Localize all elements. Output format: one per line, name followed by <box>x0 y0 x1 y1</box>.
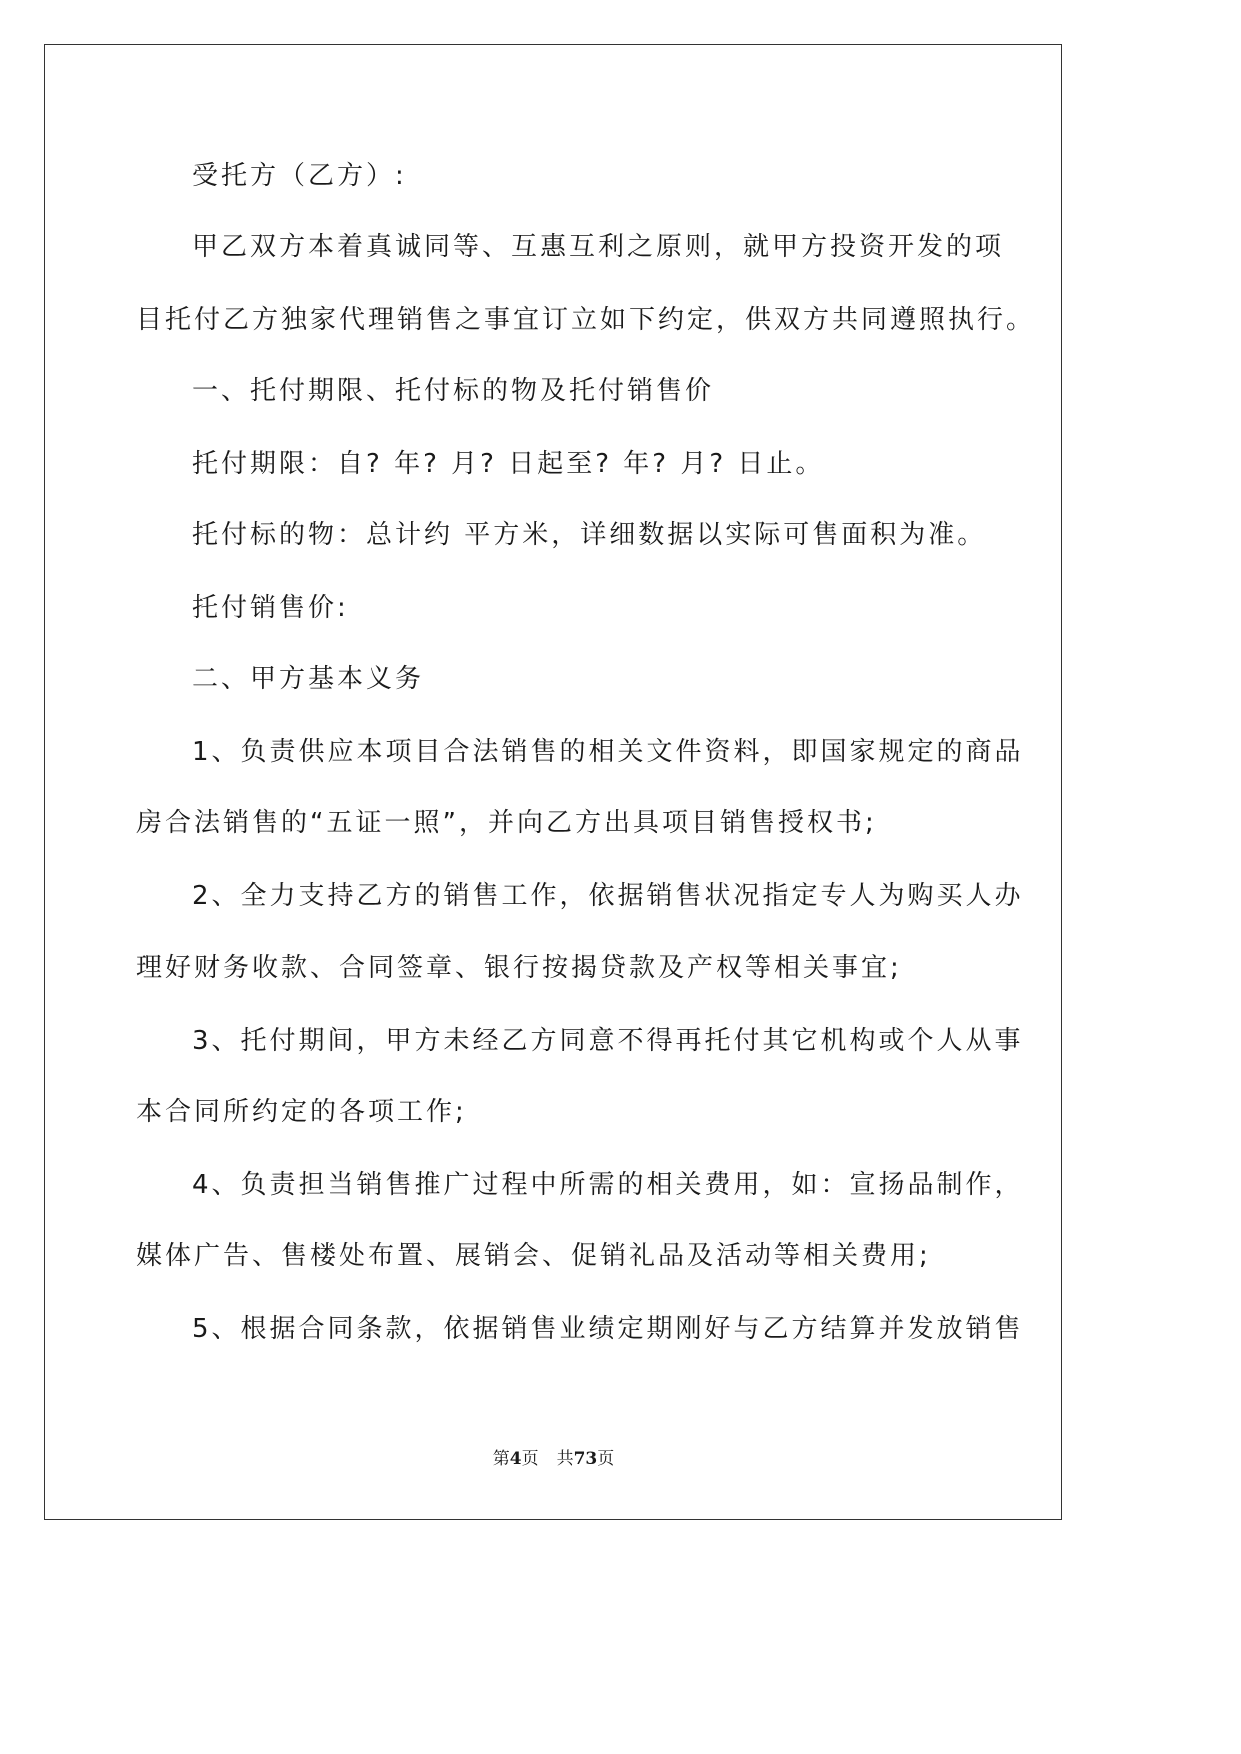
total-pages: 73 <box>573 1449 598 1469</box>
clause-1-line-1: 1、负责供应本项目合法销售的相关文件资料，即国家规定的商品 <box>192 737 1024 767</box>
term-period: 托付期限：自? 年? 月? 日起至? 年? 月? 日止。 <box>192 449 825 479</box>
preamble-line-2: 目托付乙方独家代理销售之事宜订立如下约定，供双方共同遵照执行。 <box>136 305 1036 335</box>
clause-4-line-2: 媒体广告、售楼处布置、展销会、促销礼品及活动等相关费用; <box>136 1241 931 1271</box>
preamble-line-1: 甲乙双方本着真诚同等、互惠互利之原则，就甲方投资开发的项 <box>192 232 1005 262</box>
clause-3-line-2: 本合同所约定的各项工作; <box>136 1097 467 1127</box>
clause-4-line-1: 4、负责担当销售推广过程中所需的相关费用，如：宣扬品制作， <box>192 1170 1024 1200</box>
page-prefix: 第 <box>492 1449 510 1469</box>
clause-3-line-1: 3、托付期间，甲方未经乙方同意不得再托付其它机构或个人从事 <box>192 1026 1024 1056</box>
page-footer <box>0 1448 1107 1470</box>
page-suffix: 页 <box>521 1449 539 1469</box>
page-number: 4 <box>509 1449 522 1469</box>
total-suffix: 页 <box>597 1449 615 1469</box>
clause-2-line-1: 2、全力支持乙方的销售工作，依据销售状况指定专人为购买人办 <box>192 881 1024 911</box>
page-border <box>44 44 1062 1520</box>
party-b-label: 受托方（乙方）: <box>192 161 407 191</box>
total-prefix: 共 <box>556 1449 574 1469</box>
sale-price: 托付销售价: <box>192 593 349 623</box>
clause-5-line-1: 5、根据合同条款，依据销售业绩定期刚好与乙方结算并发放销售 <box>192 1314 1024 1344</box>
clause-1-line-2: 房合法销售的“五证一照”，并向乙方出具项目销售授权书; <box>136 808 877 838</box>
clause-2-line-2: 理好财务收款、合同签章、银行按揭贷款及产权等相关事宜; <box>136 953 902 983</box>
subject-matter: 托付标的物：总计约 平方米，详细数据以实际可售面积为准。 <box>192 520 987 550</box>
section-heading-2: 二、甲方基本义务 <box>192 664 425 694</box>
section-heading-1: 一、托付期限、托付标的物及托付销售价 <box>192 376 715 406</box>
